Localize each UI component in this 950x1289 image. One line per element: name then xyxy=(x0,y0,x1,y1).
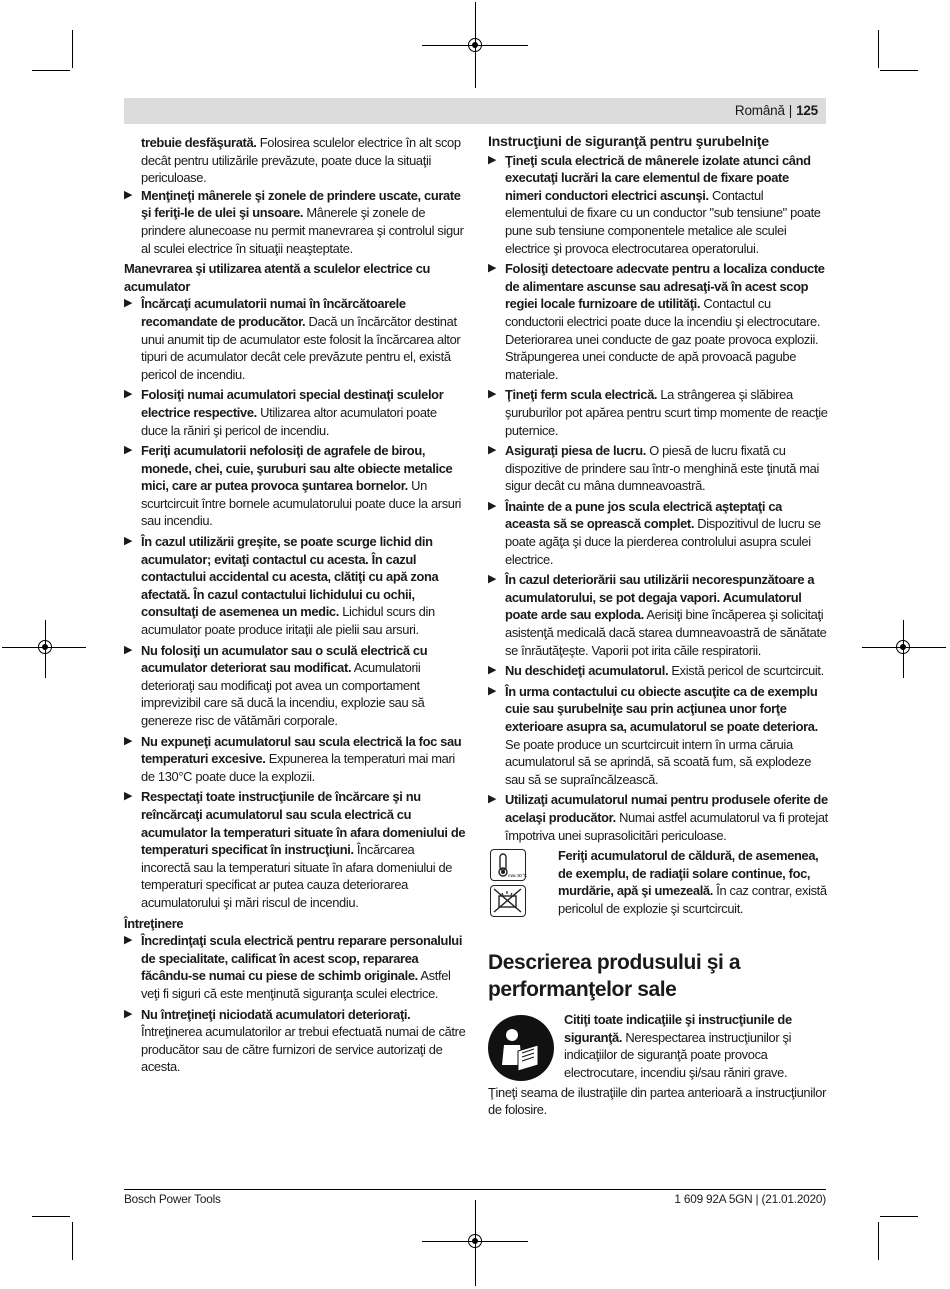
arrow-bullet-icon: ▶ xyxy=(488,664,497,677)
header-language: Română xyxy=(734,103,785,118)
list-item: ▶ Ţineţi scula electrică de mânerele izolate atunci când executaţi lucrări la care elementul de fixare poate nimeri conductori electrici ascunşi. Contactul elementului de fixare cu un conductor "sub tensiune" poate pune sub tensiune componentele metalice ale sculei electrice şi provoca electrocutarea operatorului. xyxy=(488,152,821,256)
registration-target-icon xyxy=(468,38,482,52)
list-item: ▶ Utilizaţi acumulatorul numai pentru produsele oferite de acelaşi producător. Numai astfel acumulatorul va fi protejat împotriva unei suprasolicitări periculoase. xyxy=(488,792,828,843)
list-item: ▶ În cazul deteriorării sau utilizării necorespunzătoare a acumulatorului, se pot degaja vapori. Acumulatorul poate arde sau exploda. Aerisiţi bine încăperea şi solicitaţi asistenţă medicală dacă starea dumneavoastră de sănătate se înrăutăţeşte. Vaporii pot irita căile respiratorii. xyxy=(488,572,827,658)
section-heading: Întreţinere xyxy=(124,915,184,931)
crop-mark xyxy=(32,70,70,71)
footer-divider xyxy=(124,1189,826,1190)
page-header xyxy=(124,98,826,124)
arrow-bullet-icon: ▶ xyxy=(124,297,133,310)
arrow-bullet-icon: ▶ xyxy=(488,388,497,401)
registration-target-icon xyxy=(896,640,910,654)
arrow-bullet-icon: ▶ xyxy=(124,535,133,548)
list-item: ▶ Nu expuneţi acumulatorul sau scula electrică la foc sau temperaturi excesive. Expunerea la temperaturi mai mari de 130°C poate duce la explozii. xyxy=(124,733,462,784)
list-item: ▶ Feriţi acumulatorii nefolosiţi de agrafele de birou, monede, chei, cuie, şuruburi sau alte obiecte metalice mici, care ar putea provoca şuntarea bornelor. Un scurtcircuit între bornele acumulatorului poate duce la arsuri sau incendiu. xyxy=(124,443,462,529)
paragraph: Ţineţi seama de ilustraţiile din partea anterioară a instrucţiunilor de folosire. xyxy=(488,1084,827,1118)
section-title: Descrierea produsului şi a performanţelor sale xyxy=(488,951,741,1002)
arrow-bullet-icon: ▶ xyxy=(488,153,497,166)
arrow-bullet-icon: ▶ xyxy=(124,934,133,947)
list-item: ▶ Nu întreţineţi niciodată acumulatori deterioraţi. Întreţinerea acumulatorilor ar trebui efectuată numai de către producător sau de către furnizori de service autorizaţi de acesta. xyxy=(124,1006,466,1075)
arrow-bullet-icon: ▶ xyxy=(124,643,133,656)
arrow-bullet-icon: ▶ xyxy=(124,790,133,803)
page-number: 125 xyxy=(796,103,818,118)
arrow-bullet-icon: ▶ xyxy=(488,262,497,275)
arrow-bullet-icon: ▶ xyxy=(124,388,133,401)
left-column xyxy=(124,134,466,1079)
list-item: ▶ Înainte de a pune jos scula electrică aşteptaţi ca aceasta să se oprească complet. Dispozitivul de lucru se poate agăţa şi duce la pierderea controlului asupra sculei electrice. xyxy=(488,498,821,567)
list-item: ▶ Ţineţi ferm scula electrică. La strângerea şi slăbirea şuruburilor pot apărea pentru scurt timp momente de reacţie puternice. xyxy=(488,387,828,438)
list-item: ▶ Nu folosiţi un acumulator sau o sculă electrică cu acumulator deteriorat sau modificat. Acumulatorii deterioraţi sau modificaţi pot avea un comportament imprevizibil care să ducă la incendiu, explozie sau să genereze risc de vătămări corporale. xyxy=(124,642,428,728)
header-label: Română | 125 xyxy=(734,103,818,118)
battery-warning: max. 50 °C Feriţi acumulatorul de căldură, de asemenea, de exemplu, de radiaţii solare continue, foc, murdărie, apă şi umezeală. În caz contrar, există pericolul de explozie şi scurtcircuit. xyxy=(488,847,828,927)
list-item: ▶ Nu deschideţi acumulatorul. Există pericol de scurtcircuit. xyxy=(488,663,824,679)
footer-doc-id: 1 609 92A 5GN | (21.01.2020) xyxy=(674,1192,826,1206)
crop-mark xyxy=(878,1222,879,1260)
registration-target-icon xyxy=(38,640,52,654)
read-instructions-block: Citiţi toate indicaţiile şi instrucţiunile de siguranţă. Nerespectarea instrucţiunilor şi indicaţiilor de siguranţă poate provoca electrocutare, incendiu şi/sau răniri grave. xyxy=(488,1011,828,1081)
list-item: ▶ Menţineţi mânerele şi zonele de prindere uscate, curate şi feriţi-le de ulei şi unsoare. Mânerele şi zonele de prindere alunecoase nu permit manevrarea şi controlul sigur al sculei electrice în situaţii neaşteptate. xyxy=(124,187,464,256)
thermometer-warning-icon xyxy=(490,849,526,881)
list-item: ▶ Respectaţi toate instrucţiunile de încărcare şi nu reîncărcaţi acumulatorul sau scula electrică cu acumulator la temperaturi situate în afara domeniului de temperaturi specificat în instrucţiuni. Încărcarea incorectă sau la temperaturi situate în afara domeniului de temperaturi specificat ar putea cauza deteriorarea acumulatorului şi mări riscul de incendiu. xyxy=(124,789,466,910)
arrow-bullet-icon: ▶ xyxy=(488,444,497,457)
list-item: ▶ În cazul utilizării greşite, se poate scurge lichid din acumulator; evitaţi contactul cu acesta. În cazul contactului accidental cu acesta, clătiţi cu apă zona afectată. În cazul contactului lichidului cu ochii, consultaţi de asemenea un medic. Lichidul scurs din acumulator poate produce iritaţii ale pielii sau arsuri. xyxy=(124,534,439,638)
arrow-bullet-icon: ▶ xyxy=(124,734,133,747)
crop-mark xyxy=(880,1216,918,1217)
list-item: ▶ Folosiţi detectoare adecvate pentru a localiza conducte de alimentare ascunse sau adresaţi-vă în acest scop regiei locale furnizoare de utilităţi. Contactul cu conductorii electrici poate duce la incendiu şi electrocutare. Deteriorarea unei conducte de gaz poate provoca explozii. Străpungerea unei conducte de apă provoacă pagube materiale. xyxy=(488,261,825,382)
list-item: ▶ Folosiţi numai acumulatori special destinaţi sculelor electrice respective. Utilizarea altor acumulatori poate duce la răniri şi pericol de incendiu. xyxy=(124,387,444,438)
arrow-bullet-icon: ▶ xyxy=(488,793,497,806)
footer-brand: Bosch Power Tools xyxy=(124,1192,221,1206)
arrow-bullet-icon: ▶ xyxy=(124,444,133,457)
arrow-bullet-icon: ▶ xyxy=(488,684,497,697)
arrow-bullet-icon: ▶ xyxy=(124,188,133,201)
list-item: ▶ Încredinţaţi scula electrică pentru reparare personalului de specialitate, calificat în acest scop, repararea făcându-se numai cu piese de schimb originale. Astfel veţi fi siguri că este menţinută siguranţa sculei electrice. xyxy=(124,933,463,1001)
crop-mark xyxy=(32,1216,70,1217)
arrow-bullet-icon: ▶ xyxy=(488,499,497,512)
crop-mark xyxy=(72,1222,73,1260)
arrow-bullet-icon: ▶ xyxy=(124,1007,133,1020)
crop-mark xyxy=(72,30,73,68)
crop-mark xyxy=(880,70,918,71)
max-temp-label: max. 50 °C xyxy=(508,873,527,879)
section-heading: Instrucţiuni de siguranţă pentru şurubelniţe xyxy=(488,134,769,150)
paragraph: trebuie desfăşurată. Folosirea sculelor electrice în alt scop decât pentru utilizările prevăzute, poate duce la situaţii periculoase. xyxy=(141,135,461,186)
registration-target-icon xyxy=(468,1234,482,1248)
crop-mark xyxy=(878,30,879,68)
list-item: ▶ Încărcaţi acumulatorii numai în încărcătoarele recomandate de producător. Dacă un încărcător destinat unui anumit tip de acumulator este folosit la încărcarea altor tipuri de acumulator decât cele prevăzute pentru el, există pericol de incendiu. xyxy=(124,296,461,382)
right-column xyxy=(488,134,828,1119)
list-item: ▶ În urma contactului cu obiecte ascuţite ca de exemplu cuie sau şurubelniţe sau prin acţiunea unor forţe exterioare asupra sa, acumulatorul se poate deteriora. Se poate produce un scurtcircuit intern în urma căruia acumulatorul să se aprindă, să scoată fum, să explodeze sau să se supraîncălzească. xyxy=(488,683,818,787)
no-water-icon xyxy=(490,885,526,917)
section-heading: Manevrarea şi utilizarea atentă a sculelor electrice cu acumulator xyxy=(124,261,431,294)
list-item: ▶ Asiguraţi piesa de lucru. O piesă de lucru fixată cu dispozitive de prindere sau într-o menghină este ţinută mai sigur decât cu mâna dumneavoastră. xyxy=(488,443,819,494)
arrow-bullet-icon: ▶ xyxy=(488,573,497,586)
read-manual-icon xyxy=(488,1015,554,1081)
